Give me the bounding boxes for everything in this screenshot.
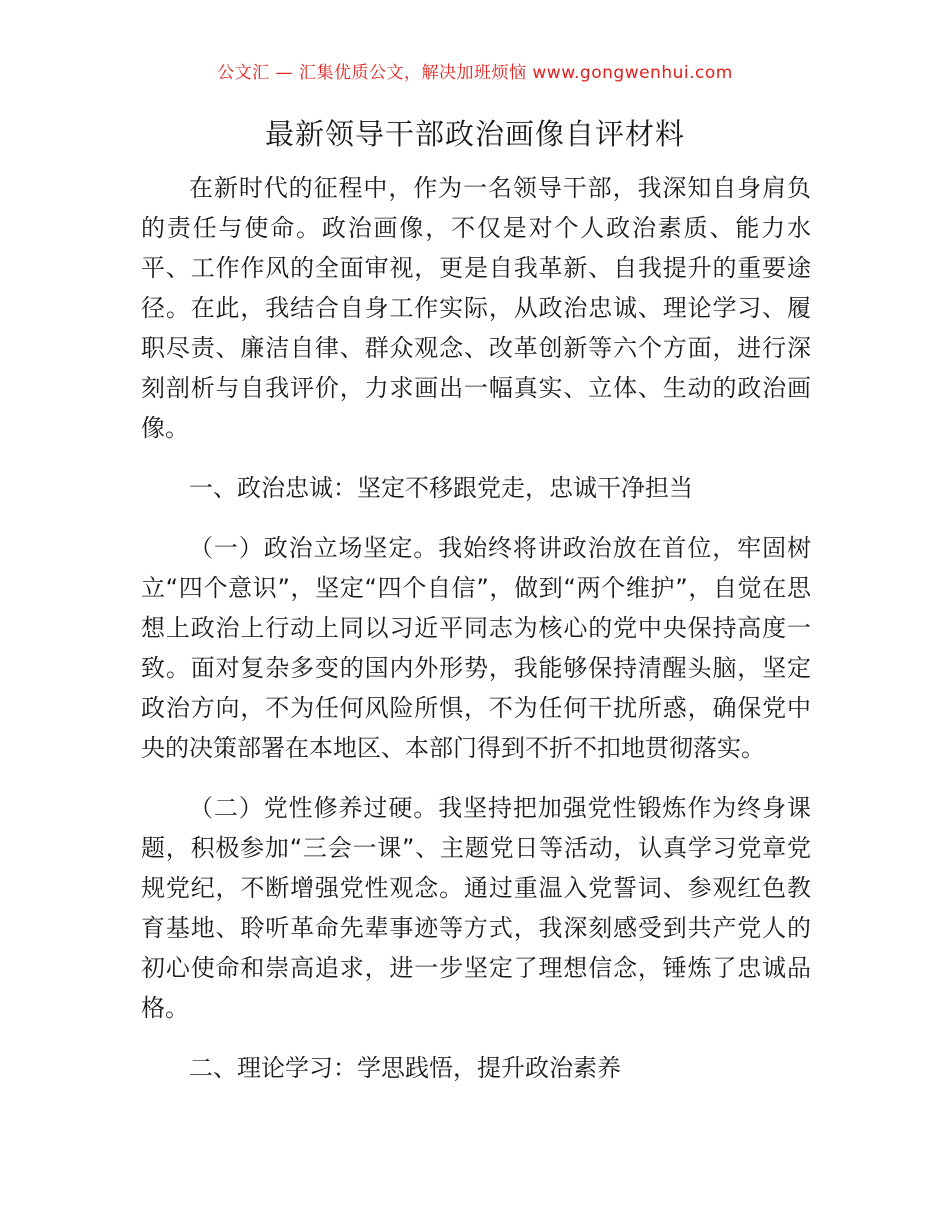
section-heading-2: 二、理论学习：学思践悟，提升政治素养 — [189, 1054, 621, 1082]
section-1-paragraph-1: （一）政治立场坚定。我始终将讲政治放在首位，牢固树立“四个意识”，坚定“四个自信”，做到“两个维护”，自觉在思想上政治上行动上同以习近平同志为核心的党中央保持高度一致。面对复杂多变的国内外形势，我能够保持清醒头脑，坚定政治方向，不为任何风险所惧，不为任何干扰所惑，确保党中央的决策部署在本地区、本部门得到不折不扣地贯彻落实。 — [141, 534, 811, 762]
section-heading-1: 一、政治忠诚：坚定不移跟党走，忠诚干净担当 — [189, 474, 693, 502]
section-1-paragraph-2: （二）党性修养过硬。我坚持把加强党性锻炼作为终身课题，积极参加“三会一课”、主题党日等活动，认真学习党章党规党纪，不断增强党性观念。通过重温入党誓词、参观红色教育基地、聆听革命先辈事迹等方式，我深刻感受到共产党人的初心使命和崇高追求，进一步坚定了理想信念，锤炼了忠诚品格。 — [141, 794, 811, 1022]
document-body — [141, 168, 811, 1108]
watermark-header: 公文汇 — 汇集优质公文，解决加班烦恼 www.gongwenhui.com — [217, 63, 733, 83]
intro-paragraph: 在新时代的征程中，作为一名领导干部，我深知自身肩负的责任与使命。政治画像，不仅是对个人政治素质、能力水平、工作作风的全面审视，更是自我革新、自我提升的重要途径。在此，我结合自身工作实际，从政治忠诚、理论学习、履职尽责、廉洁自律、群众观念、改革创新等六个方面，进行深刻剖析与自我评价，力求画出一幅真实、立体、生动的政治画像。 — [141, 174, 811, 442]
document-title: 最新领导干部政治画像自评材料 — [264, 117, 685, 151]
